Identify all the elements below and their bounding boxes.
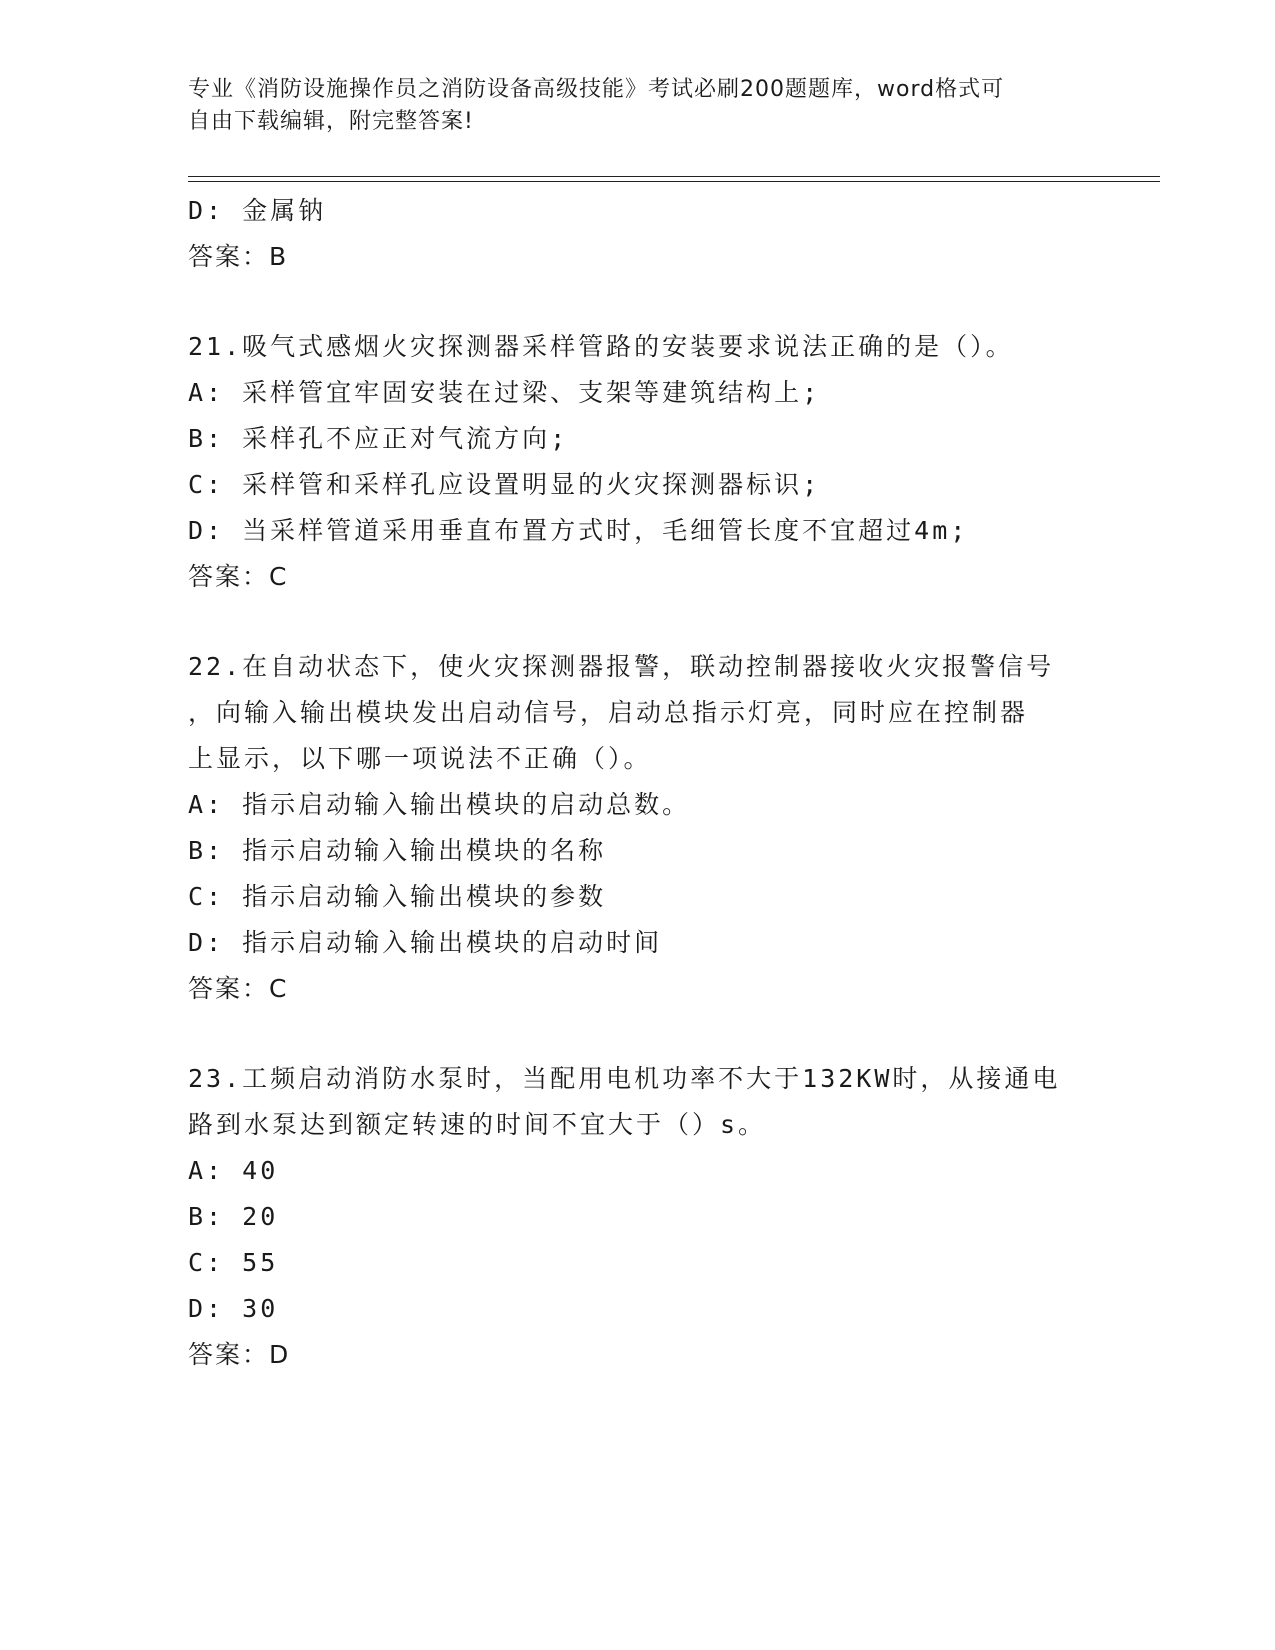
header-line-2: 自由下载编辑，附完整答案! (188, 109, 474, 134)
option-d: D: 指示启动输入输出模块的启动时间 (188, 928, 663, 957)
question-text-line-3: 上显示，以下哪一项说法不正确（）。 (188, 744, 652, 773)
question-text-line-1: 22.在自动状态下，使火灾探测器报警，联动控制器接收火灾报警信号 (188, 652, 1055, 681)
option-b: B: 20 (188, 1202, 279, 1231)
option-a: A: 40 (188, 1156, 279, 1185)
option-c: C: 指示启动输入输出模块的参数 (188, 882, 607, 911)
question-content (188, 188, 1088, 1378)
spacer (188, 1012, 1088, 1056)
option-b: B: 采样孔不应正对气流方向; (188, 424, 569, 453)
answer-line: 答案：C (188, 974, 289, 1003)
option-d: D: 当采样管道采用垂直布置方式时，毛细管长度不宜超过4m; (188, 516, 969, 545)
option-b: B: 指示启动输入输出模块的名称 (188, 836, 607, 865)
question-text: 21.吸气式感烟火灾探测器采样管路的安装要求说法正确的是（）。 (188, 332, 1014, 361)
header-line-1: 专业《消防设施操作员之消防设备高级技能》考试必刷200题题库，word格式可 (188, 77, 1005, 102)
question-22 (188, 644, 1088, 1012)
question-21 (188, 324, 1088, 600)
spacer (188, 600, 1088, 644)
answer-line: 答案：D (188, 1340, 291, 1369)
option-c: C: 55 (188, 1248, 279, 1277)
answer-line: 答案：B (188, 242, 289, 271)
option-d: D: 30 (188, 1294, 279, 1323)
answer-line: 答案：C (188, 562, 289, 591)
question-text-line-2: 路到水泵达到额定转速的时间不宜大于（）s。 (188, 1110, 767, 1139)
header-rule-bottom (188, 181, 1160, 182)
option-c: C: 采样管和采样孔应设置明显的火灾探测器标识; (188, 470, 821, 499)
option-a: A: 指示启动输入输出模块的启动总数。 (188, 790, 691, 819)
question-text-line-2: ，向输入输出模块发出启动信号，启动总指示灯亮，同时应在控制器 (188, 698, 1029, 727)
option-d: D: 金属钠 (188, 196, 327, 225)
option-a: A: 采样管宜牢固安装在过梁、支架等建筑结构上; (188, 378, 821, 407)
question-text-line-1: 23.工频启动消防水泵时，当配用电机功率不大于132KW时，从接通电 (188, 1064, 1061, 1093)
question-23 (188, 1056, 1088, 1378)
spacer (188, 280, 1088, 324)
document-header (188, 74, 1088, 138)
header-rule-top (188, 176, 1160, 177)
